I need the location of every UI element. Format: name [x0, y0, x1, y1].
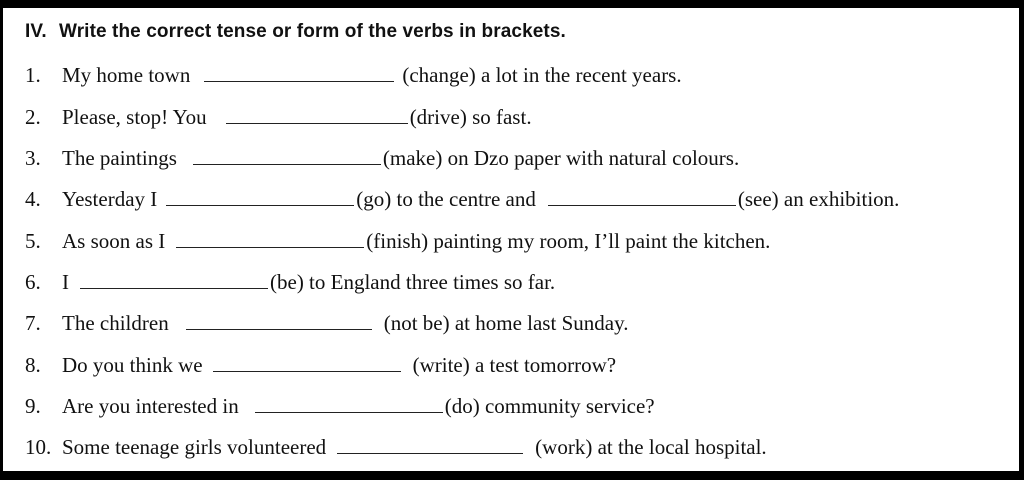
- item-text-after: (change) a lot in the recent years.: [402, 63, 682, 87]
- exercise-item-7: [25, 310, 628, 336]
- item-number: 1.: [25, 63, 41, 87]
- item-text-middle: (go) to the centre and: [356, 187, 536, 211]
- answer-blank[interactable]: [80, 270, 268, 289]
- answer-blank[interactable]: [204, 63, 394, 82]
- item-number: 10.: [25, 435, 52, 459]
- answer-blank[interactable]: [186, 311, 372, 330]
- exercise-item-9: [25, 393, 655, 419]
- exercise-number: IV.: [25, 21, 47, 42]
- item-text-after: (work) at the local hospital.: [535, 435, 767, 459]
- exercise-item-1: [25, 62, 682, 88]
- item-text-before: Some teenage girls volunteered: [62, 435, 327, 459]
- exercise-item-3: [25, 145, 739, 171]
- answer-blank[interactable]: [176, 229, 364, 248]
- item-text-before: My home town: [62, 63, 191, 87]
- answer-blank[interactable]: [255, 394, 443, 413]
- item-text-after: (be) to England three times so far.: [270, 270, 556, 294]
- item-text-before: Do you think we: [62, 353, 203, 377]
- item-text-after: (not be) at home last Sunday.: [383, 311, 629, 335]
- item-number: 7.: [25, 311, 41, 335]
- item-text-after: (see) an exhibition.: [737, 187, 900, 211]
- item-text-after: (do) community service?: [444, 394, 655, 418]
- item-number: 9.: [25, 394, 41, 418]
- answer-blank[interactable]: [226, 105, 408, 124]
- item-number: 4.: [25, 187, 41, 211]
- answer-blank[interactable]: [548, 187, 736, 206]
- worksheet-page: [3, 8, 1019, 471]
- item-text-before: As soon as I: [62, 229, 166, 253]
- exercise-item-2: [25, 104, 532, 130]
- answer-blank[interactable]: [193, 146, 381, 165]
- exercise-item-6: [25, 269, 555, 295]
- exercise-item-8: [25, 352, 616, 378]
- item-number: 2.: [25, 105, 41, 129]
- item-text-after: (make) on Dzo paper with natural colours.: [382, 146, 740, 170]
- item-text-before: I: [62, 270, 69, 294]
- item-text-after: (write) a test tomorrow?: [412, 353, 617, 377]
- item-text-after: (finish) painting my room, I’ll paint the kitchen.: [366, 229, 771, 253]
- exercise-heading: [25, 21, 566, 43]
- item-number: 8.: [25, 353, 41, 377]
- exercise-item-4: [25, 186, 899, 212]
- answer-blank[interactable]: [166, 187, 354, 206]
- item-text-before: Please, stop! You: [62, 105, 207, 129]
- answer-blank[interactable]: [337, 435, 523, 454]
- item-text-before: Yesterday I: [62, 187, 158, 211]
- exercise-item-5: [25, 228, 770, 254]
- exercise-item-10: [25, 434, 767, 460]
- item-text-after: (drive) so fast.: [409, 105, 532, 129]
- item-number: 6.: [25, 270, 41, 294]
- exercise-title: Write the correct tense or form of the verbs in brackets.: [59, 21, 566, 42]
- item-text-before: Are you interested in: [62, 394, 239, 418]
- answer-blank[interactable]: [213, 353, 401, 372]
- item-number: 3.: [25, 146, 41, 170]
- item-text-before: The paintings: [62, 146, 177, 170]
- item-number: 5.: [25, 229, 41, 253]
- item-text-before: The children: [62, 311, 169, 335]
